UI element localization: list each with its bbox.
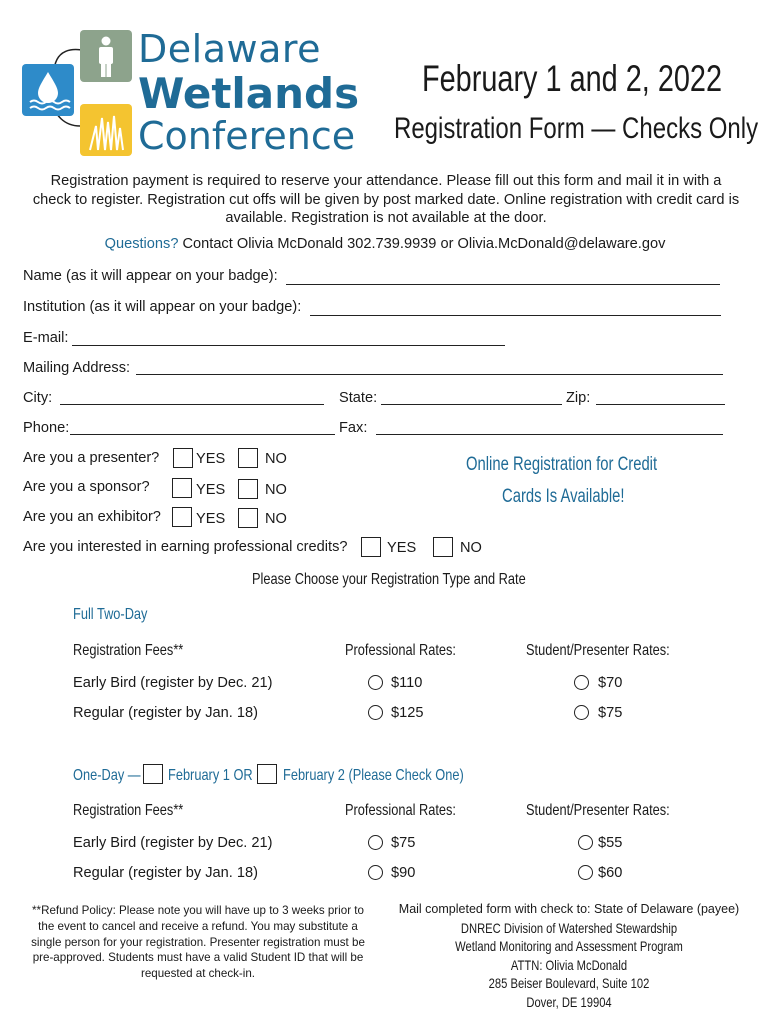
city-field[interactable] <box>60 404 324 405</box>
oneday-professional-header: Professional Rates: <box>345 802 456 819</box>
phone-label: Phone: <box>23 420 70 436</box>
oneday-fees-header: Registration Fees** <box>73 802 184 819</box>
february-2-checkbox[interactable] <box>257 764 277 784</box>
full-fees-header: Registration Fees** <box>73 642 184 659</box>
water-drop-icon <box>22 64 74 116</box>
contact-info: Contact Olivia McDonald 302.739.9939 or Olivia.McDonald@delaware.gov <box>178 236 666 252</box>
fax-field[interactable] <box>376 434 723 435</box>
phone-field[interactable] <box>70 434 335 435</box>
full-regular-student-price: $75 <box>598 705 623 721</box>
refund-policy: **Refund Policy: Please note you will have up to 3 weeks prior to the event to cancel and receive a refund. You may substitute a single person for your registration. Presenter registration must be pre-approved. Students must have a valid Student ID that will be requested at check-in. <box>31 904 365 981</box>
mailing-instructions <box>396 900 742 1012</box>
full-early-pro-price: $110 <box>391 675 423 691</box>
mail-line-street: 285 Beiser Boulevard, Suite 102 <box>488 975 650 992</box>
mailing-address-field[interactable] <box>136 374 723 375</box>
institution-label: Institution (as it will appear on your badge): <box>23 299 302 315</box>
presenter-yes-label: YES <box>196 451 226 467</box>
name-field[interactable] <box>286 284 720 285</box>
sponsor-no-checkbox[interactable] <box>238 479 258 499</box>
zip-field[interactable] <box>596 404 725 405</box>
exhibitor-question: Are you an exhibitor? <box>23 509 161 525</box>
marsh-grass-icon <box>80 104 132 156</box>
choose-rate-heading: Please Choose your Registration Type and Rate <box>252 571 526 588</box>
full-student-header: Student/Presenter Rates: <box>526 642 670 659</box>
oneday-early-student-price: $55 <box>598 835 623 851</box>
exhibitor-yes-label: YES <box>196 511 226 527</box>
mail-line-payee: Mail completed form with check to: State of Delaware (payee) <box>398 902 740 916</box>
oneday-regular-student-price: $60 <box>598 865 623 881</box>
full-professional-header: Professional Rates: <box>345 642 456 659</box>
february-2-label: February 2 (Please Check One) <box>283 767 464 784</box>
oneday-student-header: Student/Presenter Rates: <box>526 802 670 819</box>
oneday-regular-pro-radio[interactable] <box>368 865 383 880</box>
form-title: Registration Form — Checks Only <box>394 112 759 145</box>
logo-text-conference: Conference <box>138 114 356 158</box>
mailing-address-label: Mailing Address: <box>23 360 131 376</box>
oneday-early-pro-radio[interactable] <box>368 835 383 850</box>
exhibitor-no-label: NO <box>265 511 287 527</box>
oneday-regular-label: Regular (register by Jan. 18) <box>73 865 258 881</box>
full-early-student-price: $70 <box>598 675 623 691</box>
questions-contact <box>0 236 770 252</box>
full-regular-pro-price: $125 <box>391 705 424 721</box>
full-early-student-radio[interactable] <box>574 675 589 690</box>
city-label: City: <box>23 390 53 406</box>
oneday-early-student-radio[interactable] <box>578 835 593 850</box>
questions-label: Questions? <box>104 236 179 252</box>
one-day-prefix: One-Day — <box>73 767 141 784</box>
state-field[interactable] <box>381 404 562 405</box>
name-label: Name (as it will appear on your badge): <box>23 268 278 284</box>
email-label: E-mail: <box>23 330 69 346</box>
full-early-bird-label: Early Bird (register by Dec. 21) <box>73 675 273 691</box>
oneday-regular-pro-price: $90 <box>391 865 416 881</box>
presenter-no-label: NO <box>265 451 287 467</box>
sponsor-yes-label: YES <box>196 482 226 498</box>
credits-yes-checkbox[interactable] <box>361 537 381 557</box>
credits-no-checkbox[interactable] <box>433 537 453 557</box>
full-early-pro-radio[interactable] <box>368 675 383 690</box>
exhibitor-no-checkbox[interactable] <box>238 508 258 528</box>
oneday-early-pro-price: $75 <box>391 835 416 851</box>
oneday-early-bird-label: Early Bird (register by Dec. 21) <box>73 835 273 851</box>
exhibitor-yes-checkbox[interactable] <box>172 507 192 527</box>
credits-question: Are you interested in earning professional credits? <box>23 539 348 555</box>
logo-text-delaware: Delaware <box>138 27 322 71</box>
online-registration-line1: Online Registration for Credit <box>466 454 658 475</box>
email-field[interactable] <box>72 345 505 346</box>
zip-label: Zip: <box>566 390 591 406</box>
full-regular-student-radio[interactable] <box>574 705 589 720</box>
mail-line-attn: ATTN: Olivia McDonald <box>510 956 628 973</box>
logo-text-wetlands: Wetlands <box>138 69 360 118</box>
sponsor-question: Are you a sponsor? <box>23 479 150 495</box>
full-regular-pro-radio[interactable] <box>368 705 383 720</box>
mail-line-division: DNREC Division of Watershed Stewardship <box>460 919 678 936</box>
intro-text: Registration payment is required to reserve your attendance. Please fill out this form and mail it in with a check to register. Registration cut offs will be given by post marked date. Online registration with credit card is available. Registration is not available at the door. <box>32 173 740 226</box>
person-icon <box>80 30 132 82</box>
mail-line-program: Wetland Monitoring and Assessment Program <box>455 938 683 955</box>
presenter-yes-checkbox[interactable] <box>173 448 193 468</box>
full-regular-label: Regular (register by Jan. 18) <box>73 705 258 721</box>
february-1-label: February 1 OR <box>168 767 253 784</box>
online-registration-line2: Cards Is Available! <box>502 486 625 507</box>
credits-yes-label: YES <box>387 540 417 556</box>
credits-no-label: NO <box>460 540 482 556</box>
mail-line-city: Dover, DE 19904 <box>526 993 612 1010</box>
event-date: February 1 and 2, 2022 <box>422 58 723 99</box>
sponsor-no-label: NO <box>265 482 287 498</box>
february-1-checkbox[interactable] <box>143 764 163 784</box>
fax-label: Fax: <box>339 420 368 436</box>
presenter-no-checkbox[interactable] <box>238 448 258 468</box>
state-label: State: <box>339 390 378 406</box>
full-two-day-heading: Full Two-Day <box>73 606 148 623</box>
oneday-regular-student-radio[interactable] <box>578 865 593 880</box>
presenter-question: Are you a presenter? <box>23 450 160 466</box>
institution-field[interactable] <box>310 315 721 316</box>
sponsor-yes-checkbox[interactable] <box>172 478 192 498</box>
